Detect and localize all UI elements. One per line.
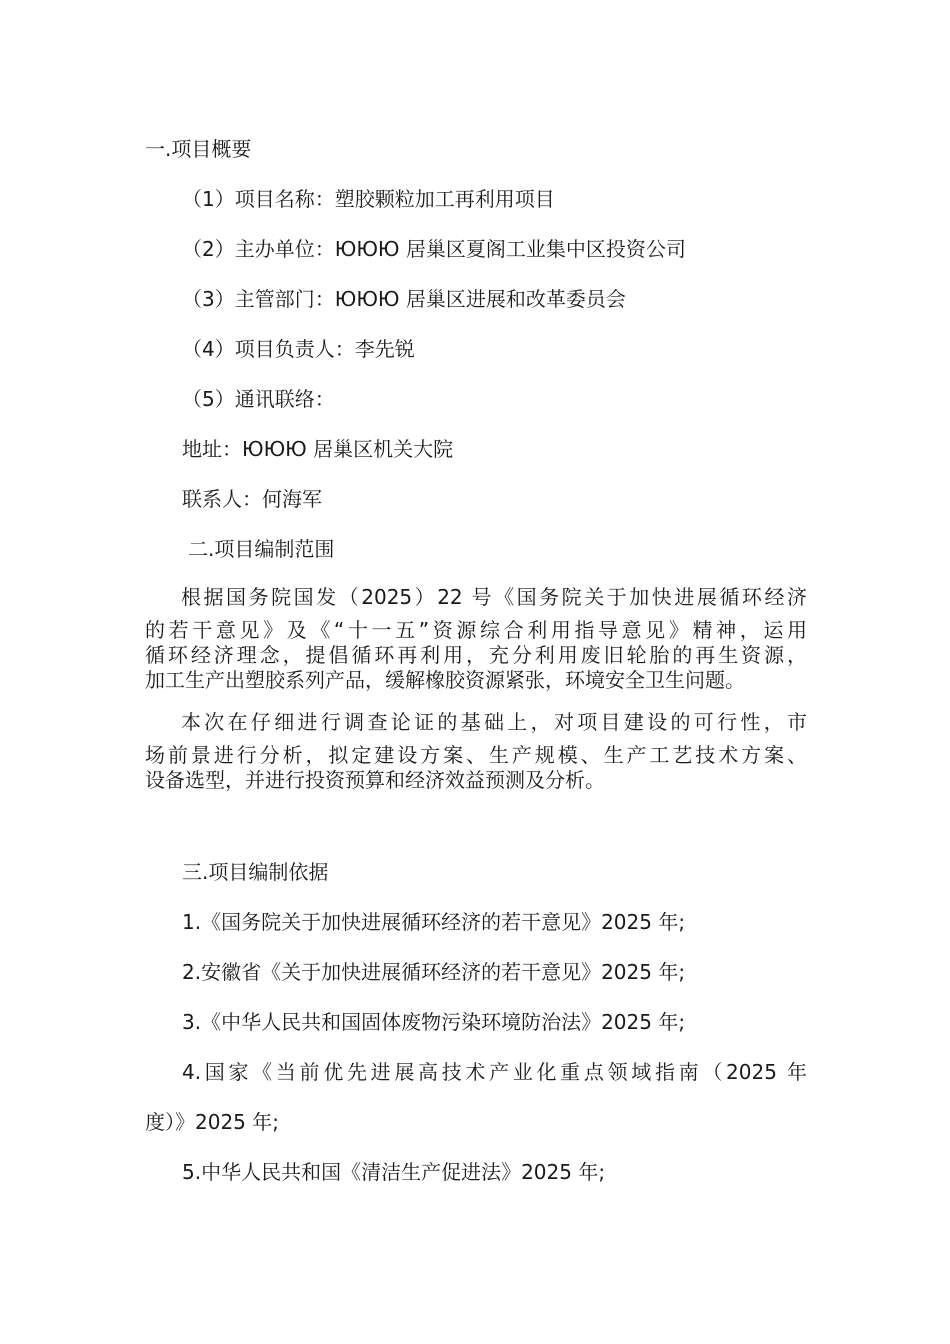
reference-1: 1.《国务院关于加快进展循环经济的若干意见》2025 年;	[182, 910, 686, 934]
project-leader-item: （4）项目负责人：李先锐	[182, 337, 415, 361]
scope-paragraph-1	[145, 585, 807, 693]
scope-p2-line-1: 本次在仔细进行调查论证的基础上，对项目建设的可行性，市	[181, 710, 807, 734]
contact-person-line: 联系人：何海军	[182, 487, 322, 511]
scope-p2-line-3: 设备选型，并进行投资预算和经济效益预测及分析。	[145, 768, 605, 792]
scope-p1-line-1: 根据国务院国发（2025）22 号《国务院关于加快进展循环经济	[181, 585, 807, 609]
sponsor-unit-item: （2）主办单位：ЮЮЮ 居巢区夏阁工业集中区投资公司	[182, 237, 686, 261]
scope-paragraph-2	[145, 710, 807, 793]
project-name-item: （1）项目名称：塑胶颗粒加工再利用项目	[182, 187, 555, 211]
reference-5: 5.中华人民共和国《清洁生产促进法》2025 年;	[182, 1160, 606, 1184]
address-line: 地址：ЮЮЮ 居巢区机关大院	[182, 437, 454, 461]
reference-3: 3.《中华人民共和国固体废物污染环境防治法》2025 年;	[182, 1010, 686, 1034]
reference-2: 2.安徽省《关于加快进展循环经济的若干意见》2025 年;	[182, 960, 686, 984]
contact-info-item: （5）通讯联络：	[182, 387, 335, 411]
section-3-heading: 三.项目编制依据	[182, 860, 329, 884]
reference-4-line-2: 度）》2025 年;	[145, 1110, 279, 1134]
scope-p1-line-4: 加工生产出塑胶系列产品，缓解橡胶资源紧张，环境安全卫生问题。	[145, 668, 745, 692]
scope-p1-line-3: 循环经济理念，提倡循环再利用，充分利用废旧轮胎的再生资源，	[145, 643, 807, 667]
supervising-dept-item: （3）主管部门：ЮЮЮ 居巢区进展和改革委员会	[182, 287, 626, 311]
reference-4-line-1: 4.国家《当前优先进展高技术产业化重点领域指南（2025 年	[182, 1060, 807, 1084]
section-1-heading: 一.项目概要	[145, 137, 252, 161]
scope-p1-line-2: 的若干意见》及《“十一五”资源综合利用指导意见》精神，运用	[145, 618, 807, 642]
section-2-heading: 二.项目编制范围	[188, 537, 335, 561]
scope-p2-line-2: 场前景进行分析，拟定建设方案、生产规模、生产工艺技术方案、	[145, 743, 807, 767]
